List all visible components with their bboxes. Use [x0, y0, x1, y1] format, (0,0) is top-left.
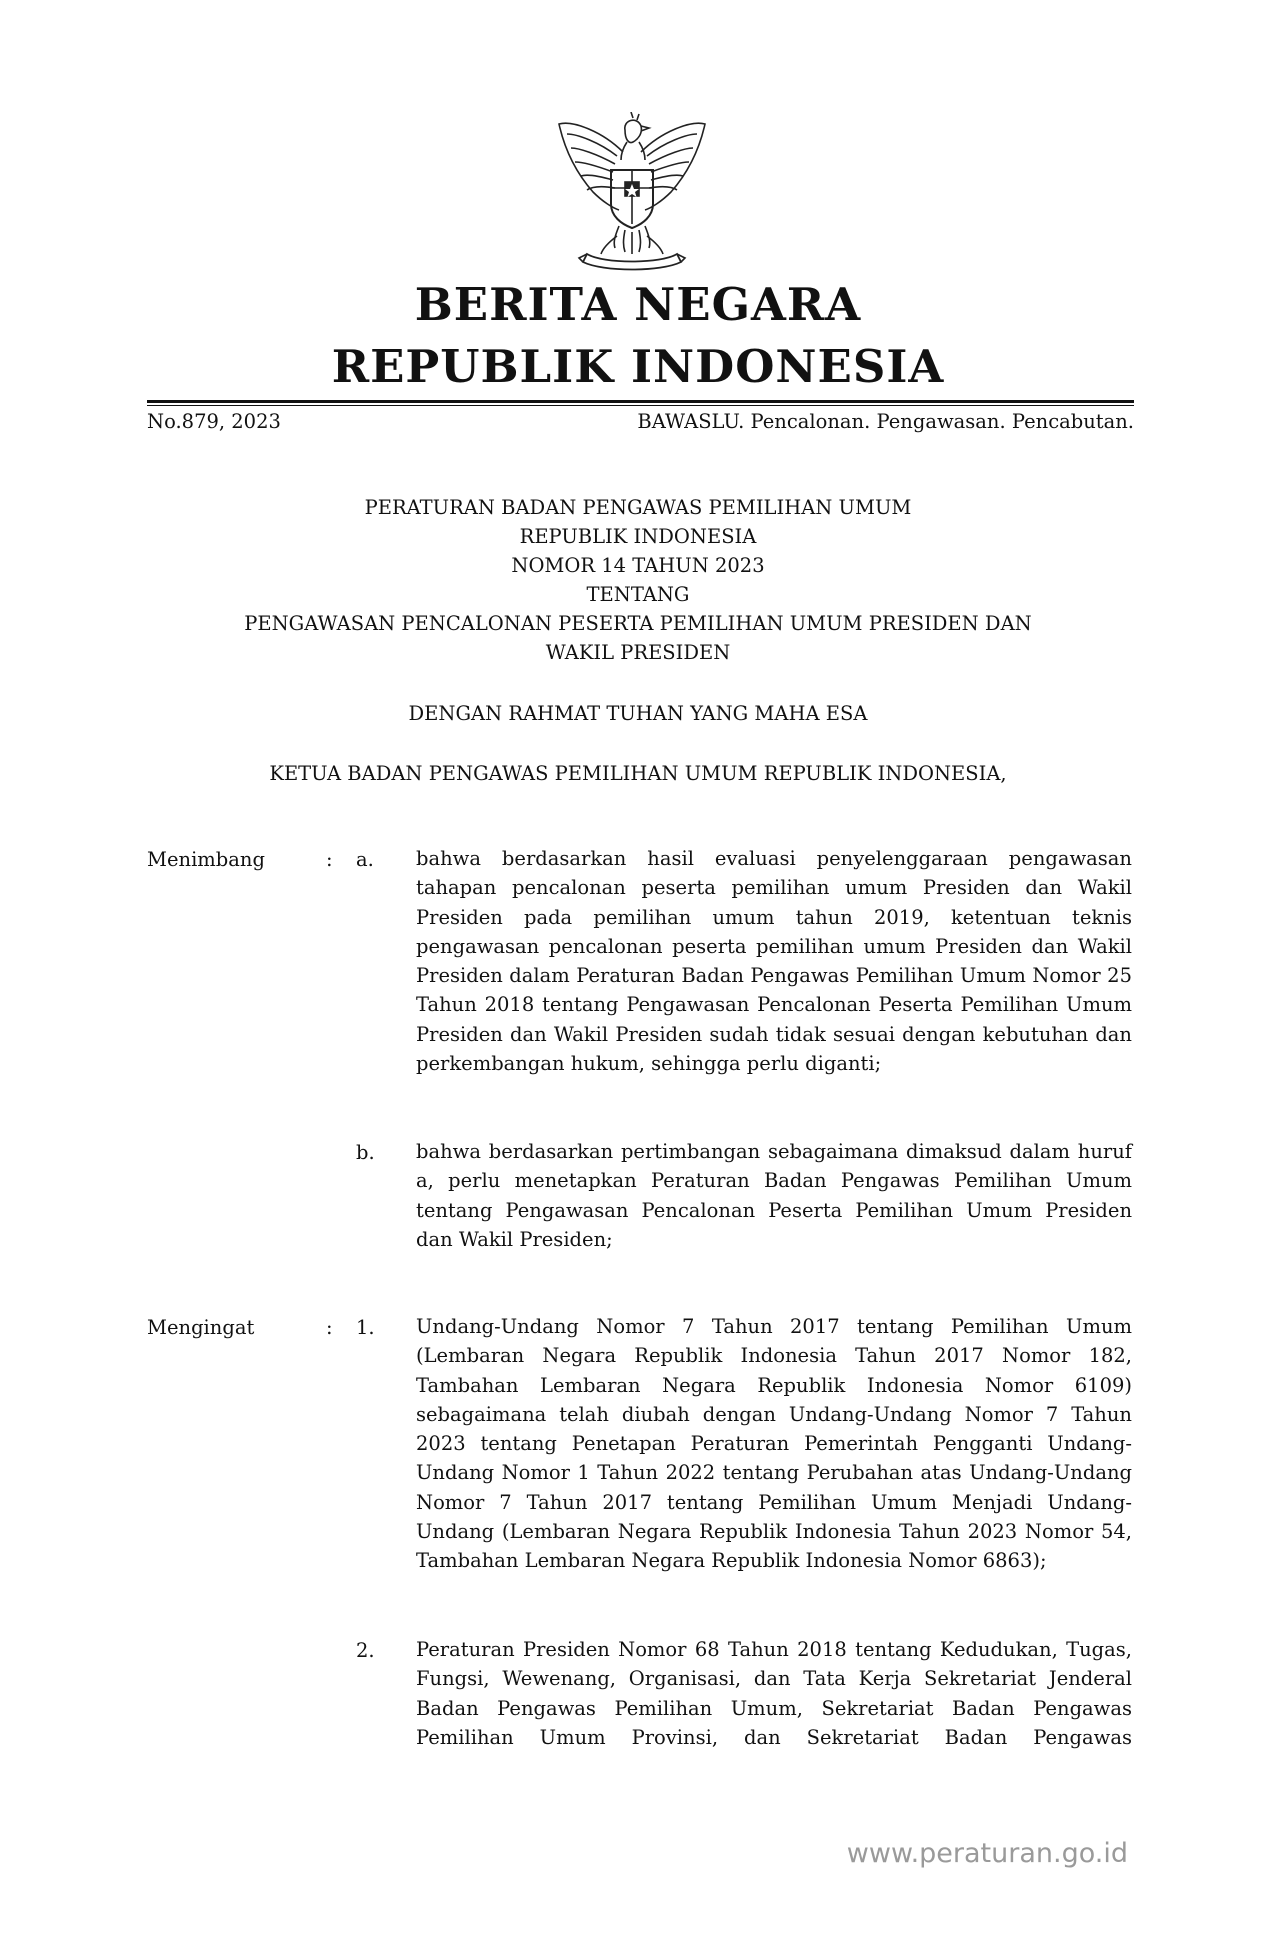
menimbang-colon: :: [326, 848, 333, 871]
mengingat-item-1: Undang-Undang Nomor 7 Tahun 2017 tentang Pemilihan Umum (Lembaran Negara Republik Indonesia Tahun 2017 Nomor 182, Tambahan Lembaran Negara Republik Indonesia Nomor 6109) sebagaimana telah diubah dengan Undang-Undang Nomor 7 Tahun 2023 tentang Penetapan Peraturan Pemerintah Pengganti Undang-Undang Nomor 1 Tahun 2022 tentang Perubahan atas Undang-Undang Nomor 7 Tahun 2017 tentang Pemilihan Umum Menjadi Undang-Undang (Lembaran Negara Republik Indonesia Tahun 2023 Nomor 54, Tambahan Lembaran Negara Republik Indonesia Nomor 6863);: [416, 1315, 1132, 1573]
mengingat-colon: :: [326, 1316, 333, 1339]
garuda-emblem-icon: [553, 112, 711, 274]
menimbang-label: Menimbang: [147, 848, 265, 871]
gazette-number: No.879, 2023: [147, 410, 281, 433]
regulation-line5: PENGAWASAN PENCALONAN PESERTA PEMILIHAN UMUM PRESIDEN DAN: [244, 612, 1032, 635]
regulation-line3: NOMOR 14 TAHUN 2023: [511, 554, 765, 577]
regulation-line4: TENTANG: [586, 583, 690, 606]
mengingat-marker-2: 2.: [356, 1639, 375, 1662]
gazette-keywords: BAWASLU. Pencalonan. Pengawasan. Pencabutan.: [637, 410, 1134, 433]
menimbang-marker-b: b.: [356, 1141, 375, 1164]
regulation-line6: WAKIL PRESIDEN: [545, 641, 731, 664]
menimbang-item-a: bahwa berdasarkan hasil evaluasi penyelenggaraan pengawasan tahapan pencalonan peserta pemilihan umum Presiden dan Wakil Presiden pada pemilihan umum tahun 2019, ketentuan teknis pengawasan pencalonan peserta pemilihan umum Presiden dan Wakil Presiden dalam Peraturan Badan Pengawas Pemilihan Umum Nomor 25 Tahun 2018 tentang Pengawasan Pencalonan Peserta Pemilihan Umum Presiden dan Wakil Presiden sudah tidak sesuai dengan kebutuhan dan perkembangan hukum, sehingga perlu diganti;: [416, 847, 1132, 1076]
website-watermark: www.peraturan.go.id: [846, 1838, 1128, 1869]
regulation-line1: PERATURAN BADAN PENGAWAS PEMILIHAN UMUM: [364, 496, 912, 519]
issuer: KETUA BADAN PENGAWAS PEMILIHAN UMUM REPUBLIK INDONESIA,: [269, 762, 1007, 785]
regulation-line2: REPUBLIK INDONESIA: [519, 525, 757, 548]
header-rule-thin: [147, 405, 1134, 406]
invocation: DENGAN RAHMAT TUHAN YANG MAHA ESA: [408, 702, 868, 725]
menimbang-item-b: bahwa berdasarkan pertimbangan sebagaimana dimaksud dalam huruf a, perlu menetapkan Peraturan Badan Pengawas Pemilihan Umum tentang Pengawasan Pencalonan Peserta Pemilihan Umum Presiden dan Wakil Presiden;: [416, 1140, 1132, 1251]
mengingat-marker-1: 1.: [356, 1316, 375, 1339]
menimbang-marker-a: a.: [356, 848, 374, 871]
gazette-title-line2: REPUBLIK INDONESIA: [331, 340, 945, 393]
mengingat-item-2: Peraturan Presiden Nomor 68 Tahun 2018 tentang Kedudukan, Tugas, Fungsi, Wewenang, Organisasi, dan Tata Kerja Sekretariat Jenderal Badan Pengawas Pemilihan Umum, Sekretariat Badan Pengawas Pemilihan Umum Provinsi, dan Sekretariat Badan Pengawas: [416, 1638, 1132, 1749]
gazette-title-line1: BERITA NEGARA: [414, 278, 862, 331]
header-rule-thick: [147, 400, 1134, 403]
mengingat-label: Mengingat: [147, 1316, 255, 1339]
